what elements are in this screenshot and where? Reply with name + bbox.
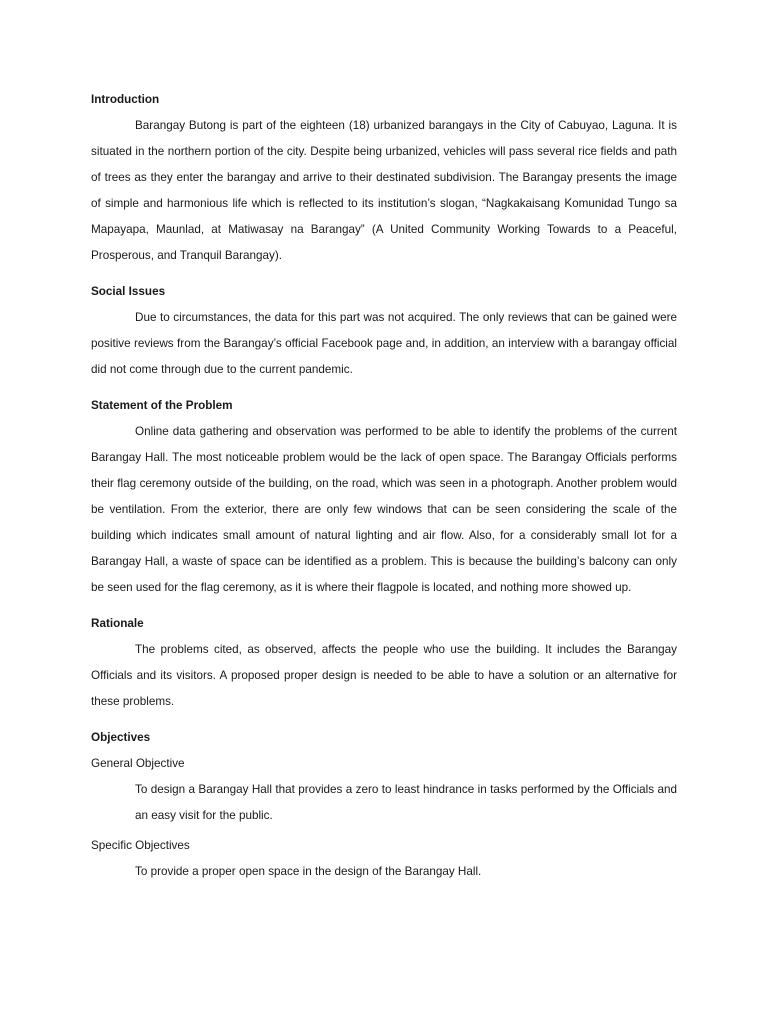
rationale-heading: Rationale	[91, 617, 144, 630]
general-objective-heading: General Objective	[91, 757, 185, 770]
introduction-paragraph: Barangay Butong is part of the eighteen (18) urbanized barangays in the City of Cabuyao, Laguna. It is situated in the northern portion of the city. Despite being urbanized, vehicles will pass several rice fields and path of trees as they enter the barangay and arrive to their destinated subdivision. The Barangay presents the image of simple and harmonious life which is reflected to its institution’s slogan, “Nagkakaisang Komunidad Tungo sa Mapayapa, Maunlad, at Matiwasay na Barangay” (A United Community Working Towards to a Peaceful, Prosperous, and Tranquil Barangay).	[91, 119, 677, 262]
statement-of-problem-paragraph: Online data gathering and observation was performed to be able to identify the problems of the current Barangay Hall. The most noticeable problem would be the lack of open space. The Barangay Officials performs their flag ceremony outside of the building, on the road, which was seen in a photograph. Another problem would be ventilation. From the exterior, there are only few windows that can be seen considering the scale of the building which indicates small amount of natural lighting and air flow. Also, for a considerably small lot for a Barangay Hall, a waste of space can be identified as a problem. This is because the building’s balcony can only be seen used for the flag ceremony, as it is where their flagpole is located, and nothing more showed up.	[91, 425, 677, 594]
rationale-section	[91, 611, 677, 715]
document-page	[91, 87, 677, 885]
statement-of-problem-section	[91, 393, 677, 601]
introduction-heading: Introduction	[91, 93, 160, 106]
general-objective-paragraph: To design a Barangay Hall that provides a zero to least hindrance in tasks performed by the Officials and an easy visit for the public.	[135, 783, 677, 822]
rationale-paragraph: The problems cited, as observed, affects the people who use the building. It includes the Barangay Officials and its visitors. A proposed proper design is needed to be able to have a solution or an alternative for these problems.	[91, 643, 677, 708]
social-issues-heading: Social Issues	[91, 285, 166, 298]
specific-objectives-heading: Specific Objectives	[91, 839, 190, 852]
objectives-heading: Objectives	[91, 731, 151, 744]
specific-objectives-paragraph: To provide a proper open space in the design of the Barangay Hall.	[135, 865, 482, 878]
introduction-section	[91, 87, 677, 269]
social-issues-section	[91, 279, 677, 383]
statement-of-problem-heading: Statement of the Problem	[91, 399, 233, 412]
social-issues-paragraph: Due to circumstances, the data for this part was not acquired. The only reviews that can be gained were positive reviews from the Barangay’s official Facebook page and, in addition, an interview with a barangay official did not come through due to the current pandemic.	[91, 311, 677, 376]
objectives-section	[91, 725, 677, 885]
